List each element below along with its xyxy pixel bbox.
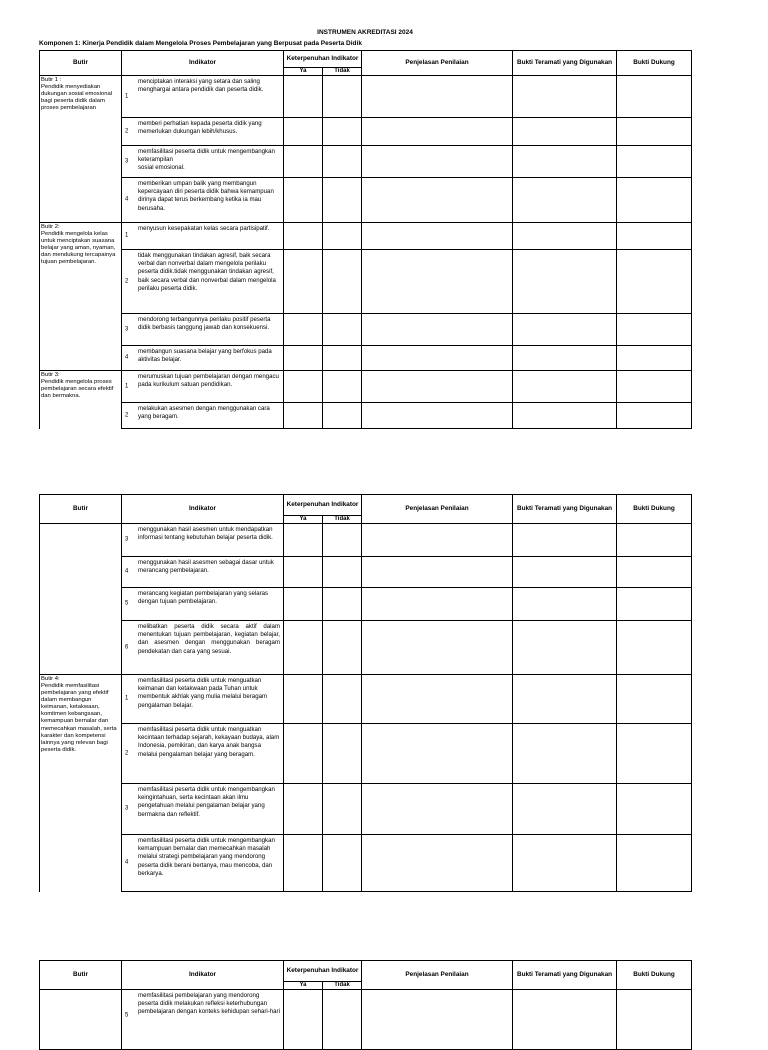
penjelasan-cell[interactable] xyxy=(362,588,513,621)
bukti-teramati-cell[interactable] xyxy=(513,588,617,621)
tidak-cell[interactable] xyxy=(323,990,362,1050)
penjelasan-cell[interactable] xyxy=(362,223,513,250)
table-row xyxy=(40,346,692,371)
indicator-cell xyxy=(122,675,284,724)
ya-cell[interactable] xyxy=(284,675,323,724)
indicator-text: memberi perhatian kepada peserta didik yang memerlukan dukungan lebih/khusus. xyxy=(138,120,262,136)
indicator-cell xyxy=(122,784,284,835)
assessment-table-page-3 xyxy=(39,960,691,1050)
indicator-text: memfasilitasi peserta didik untuk mengembangkan kemampuan bernalar dan memecahkan masalah melalui strategi pembelajaran yang mendorong peserta didik berani bertanya, mau mencoba, dan berkarya. xyxy=(138,837,275,877)
ya-cell[interactable] xyxy=(284,784,323,835)
bukti-teramati-cell[interactable] xyxy=(513,146,617,178)
table-row xyxy=(40,146,692,178)
table-row xyxy=(40,314,692,346)
header-butir: Butir xyxy=(40,51,122,76)
penjelasan-cell[interactable] xyxy=(362,146,513,178)
indicator-cell xyxy=(122,76,284,118)
indicator-text: menggunakan hasil asesmen untuk mendapatkan informasi tentang kebutuhan belajar peserta didik. xyxy=(138,526,273,542)
bukti-teramati-cell[interactable] xyxy=(513,371,617,403)
ya-cell[interactable] xyxy=(284,724,323,784)
indicator-text: tidak menggunakan tindakan agresif, baik secara verbal dan nonverbal dalam mengelola perilaku peserta didik.tidak menggunakan tindakan agresif, baik secara verbal dan nonverbal dalam mengelola perilaku peserta didik. xyxy=(138,252,276,292)
indicator-cell xyxy=(122,990,284,1050)
bukti-teramati-cell[interactable] xyxy=(513,403,617,429)
bukti-dukung-cell[interactable] xyxy=(617,178,692,223)
bukti-dukung-cell[interactable] xyxy=(617,835,692,892)
bukti-teramati-cell[interactable] xyxy=(513,621,617,675)
ya-cell[interactable] xyxy=(284,146,323,178)
table-row xyxy=(40,724,692,784)
bukti-dukung-cell[interactable] xyxy=(617,675,692,724)
document-subtitle: Komponen 1: Kinerja Pendidik dalam Mengelola Proses Pembelajaran yang Berpusat pada Peserta Didik xyxy=(39,40,362,47)
indicator-cell xyxy=(122,403,284,429)
indicator-number: 1 xyxy=(125,92,129,99)
tidak-cell[interactable] xyxy=(323,403,362,429)
table-row xyxy=(40,178,692,223)
bukti-teramati-cell[interactable] xyxy=(513,178,617,223)
bukti-teramati-cell[interactable] xyxy=(513,675,617,724)
bukti-dukung-cell[interactable] xyxy=(617,223,692,250)
penjelasan-cell[interactable] xyxy=(362,621,513,675)
header-ya: Ya xyxy=(299,982,307,988)
bukti-teramati-cell[interactable] xyxy=(513,835,617,892)
tidak-cell[interactable] xyxy=(323,724,362,784)
header-keterpenuhan xyxy=(284,51,362,76)
table-row xyxy=(40,223,692,250)
indicator-cell xyxy=(122,724,284,784)
bukti-dukung-cell[interactable] xyxy=(617,588,692,621)
tidak-cell[interactable] xyxy=(323,784,362,835)
ya-cell[interactable] xyxy=(284,76,323,118)
indicator-number: 4 xyxy=(125,354,129,361)
ya-cell[interactable] xyxy=(284,371,323,403)
indicator-cell xyxy=(122,314,284,346)
indicator-text: menyusun kesepakatan kelas secara partisipatif. xyxy=(138,225,270,232)
indicator-number: 3 xyxy=(125,157,129,164)
butir-continued-cell xyxy=(40,524,122,675)
bukti-teramati-cell[interactable] xyxy=(513,557,617,588)
bukti-teramati-cell[interactable] xyxy=(513,524,617,557)
indicator-number: 4 xyxy=(125,859,129,866)
indicator-cell xyxy=(122,557,284,588)
header-penjelasan: Penjelasan Penilaian xyxy=(362,51,513,76)
tidak-cell[interactable] xyxy=(323,557,362,588)
header-ya: Ya xyxy=(299,68,307,74)
indicator-text: merumuskan tujuan pembelajaran dengan mengacu pada kurikulum satuan pendidikan. xyxy=(138,373,279,389)
table-row xyxy=(40,524,692,557)
indicator-number: 1 xyxy=(125,382,129,389)
table-row xyxy=(40,557,692,588)
header-ya: Ya xyxy=(299,516,307,522)
indicator-text: memfasilitasi peserta didik untuk mengembangkan keterampilan sosial emosional. xyxy=(138,148,275,172)
indicator-text: memfasilitasi peserta didik untuk mengembangkan keingintahuan, serta kecintaan akan ilmu pengetahuan melalui pengalaman belajar yang bermakna dan reflektif. xyxy=(138,786,275,818)
tidak-cell[interactable] xyxy=(323,314,362,346)
ya-cell[interactable] xyxy=(284,557,323,588)
butir-2-cell: Butir 2: Pendidik mengelola kelas untuk menciptakan suasana belajar yang aman, nyaman, dan mendukung tercapainya tujuan pembelajaran. xyxy=(40,223,122,371)
bukti-teramati-cell[interactable] xyxy=(513,76,617,118)
header-tidak: Tidak xyxy=(322,516,361,523)
bukti-dukung-cell[interactable] xyxy=(617,784,692,835)
header-butir: Butir xyxy=(40,961,122,990)
table-row xyxy=(40,675,692,724)
indicator-cell xyxy=(122,223,284,250)
ya-cell[interactable] xyxy=(284,835,323,892)
penjelasan-cell[interactable] xyxy=(362,675,513,724)
header-bukti-dukung: Bukti Dukung xyxy=(617,495,692,524)
tidak-cell[interactable] xyxy=(323,835,362,892)
ya-cell[interactable] xyxy=(284,990,323,1050)
tidak-cell[interactable] xyxy=(323,346,362,371)
indicator-text: memfasilitasi peserta didik untuk menguatkan kecintaan terhadap sejarah, kekayaan budaya, alam Indonesia, pemikiran, dan karya anak bangsa melalui pengalaman belajar yang beragam. xyxy=(138,726,280,758)
ya-cell[interactable] xyxy=(284,346,323,371)
bukti-dukung-cell[interactable] xyxy=(617,76,692,118)
penjelasan-cell[interactable] xyxy=(362,524,513,557)
indicator-cell xyxy=(122,621,284,675)
penjelasan-cell[interactable] xyxy=(362,314,513,346)
header-penjelasan: Penjelasan Penilaian xyxy=(362,961,513,990)
assessment-table-page-2 xyxy=(39,494,691,892)
penjelasan-cell[interactable] xyxy=(362,724,513,784)
indicator-cell xyxy=(122,146,284,178)
indicator-number: 2 xyxy=(125,749,129,756)
bukti-dukung-cell[interactable] xyxy=(617,346,692,371)
bukti-dukung-cell[interactable] xyxy=(617,724,692,784)
ya-cell[interactable] xyxy=(284,178,323,223)
tidak-cell[interactable] xyxy=(323,76,362,118)
tidak-cell[interactable] xyxy=(323,223,362,250)
penjelasan-cell[interactable] xyxy=(362,76,513,118)
table-row xyxy=(40,118,692,146)
indicator-number: 5 xyxy=(125,1012,129,1019)
indicator-number: 3 xyxy=(125,536,129,543)
bukti-dukung-cell[interactable] xyxy=(617,146,692,178)
penjelasan-cell[interactable] xyxy=(362,403,513,429)
indicator-number: 2 xyxy=(125,411,129,418)
bukti-dukung-cell[interactable] xyxy=(617,524,692,557)
table-header-row xyxy=(40,51,692,76)
indicator-text: menggunakan hasil asesmen sebagai dasar untuk merancang pembelajaran. xyxy=(138,559,274,575)
header-tidak: Tidak xyxy=(322,68,361,75)
header-bukti-dukung: Bukti Dukung xyxy=(617,961,692,990)
bukti-teramati-cell[interactable] xyxy=(513,118,617,146)
indicator-number: 1 xyxy=(125,232,129,239)
tidak-cell[interactable] xyxy=(323,371,362,403)
header-butir: Butir xyxy=(40,495,122,524)
table-row xyxy=(40,588,692,621)
ya-cell[interactable] xyxy=(284,588,323,621)
tidak-cell[interactable] xyxy=(323,524,362,557)
ya-cell[interactable] xyxy=(284,403,323,429)
table-header-row xyxy=(40,495,692,524)
indicator-text: mendorong terbangunnya perilaku positif peserta didik berbasis tanggung jawab dan konsekuensi. xyxy=(138,316,271,332)
bukti-dukung-cell[interactable] xyxy=(617,621,692,675)
bukti-dukung-cell[interactable] xyxy=(617,557,692,588)
tidak-cell[interactable] xyxy=(323,588,362,621)
bukti-dukung-cell[interactable] xyxy=(617,250,692,314)
bukti-teramati-cell[interactable] xyxy=(513,346,617,371)
indicator-text: melibatkan peserta didik secara aktif dalam menentukan tujuan pembelajaran, kegiatan belajar, dan asesmen dengan menggunakan beragam pendekatan dan cara yang sesuai. xyxy=(138,623,280,655)
indicator-cell xyxy=(122,371,284,403)
penjelasan-cell[interactable] xyxy=(362,990,513,1050)
header-keterpenuhan-label: Keterpenuhan Indikator xyxy=(286,967,359,974)
indicator-number: 4 xyxy=(125,568,129,575)
bukti-teramati-cell[interactable] xyxy=(513,250,617,314)
tidak-cell[interactable] xyxy=(323,675,362,724)
header-bukti-dukung: Bukti Dukung xyxy=(617,51,692,76)
table-row xyxy=(40,835,692,892)
ya-cell[interactable] xyxy=(284,524,323,557)
header-keterpenuhan-label: Keterpenuhan Indikator xyxy=(286,501,359,508)
tidak-cell[interactable] xyxy=(323,250,362,314)
indicator-text: memfasilitasi pembelajaran yang mendorong peserta didik melakukan refleksi keterhubungan pembelajaran dengan konteks kehidupan sehari-hari xyxy=(138,992,280,1016)
indicator-number: 4 xyxy=(125,196,129,203)
bukti-dukung-cell[interactable] xyxy=(617,314,692,346)
header-indikator: Indikator xyxy=(122,51,284,76)
assessment-table-page-1 xyxy=(39,50,691,429)
table-row xyxy=(40,621,692,675)
indicator-text: menciptakan interaksi yang setara dan saling menghargai antara pendidik dan peserta didik. xyxy=(138,78,264,94)
indicator-number: 2 xyxy=(125,127,129,134)
ya-cell[interactable] xyxy=(284,250,323,314)
bukti-dukung-cell[interactable] xyxy=(617,403,692,429)
indicator-number: 1 xyxy=(125,695,129,702)
header-penjelasan: Penjelasan Penilaian xyxy=(362,495,513,524)
ya-cell[interactable] xyxy=(284,118,323,146)
table-row xyxy=(40,403,692,429)
header-tidak: Tidak xyxy=(322,982,361,989)
indicator-cell xyxy=(122,524,284,557)
butir-1-cell: Butir 1 : Pendidik menyediakan dukungan sosial emosional bagi peserta didik dalam proses pembelajaran xyxy=(40,76,122,223)
indicator-number: 6 xyxy=(125,643,129,650)
penjelasan-cell[interactable] xyxy=(362,371,513,403)
header-bukti-teramati: Bukti Teramati yang Digunakan xyxy=(513,961,617,990)
indicator-text: membangun suasana belajar yang berfokus pada aktivitas belajar. xyxy=(138,348,272,364)
indicator-cell xyxy=(122,588,284,621)
bukti-dukung-cell[interactable] xyxy=(617,990,692,1050)
indicator-cell xyxy=(122,346,284,371)
indicator-number: 3 xyxy=(125,325,129,332)
penjelasan-cell[interactable] xyxy=(362,835,513,892)
ya-cell[interactable] xyxy=(284,621,323,675)
butir-4-cell: Butir 4: Pendidik memfasilitasi pembelajaran yang efektif dalam membangun keimanan, ketakwaan, komitmen kebangsaan, kemampuan bernalar dan memecahkan masalah, serta karakter dan kompetensi lainnya yang relevan bagi peserta didik. xyxy=(40,675,122,892)
header-indikator: Indikator xyxy=(122,961,284,990)
header-keterpenuhan xyxy=(284,961,362,990)
penjelasan-cell[interactable] xyxy=(362,784,513,835)
tidak-cell[interactable] xyxy=(323,118,362,146)
ya-cell[interactable] xyxy=(284,314,323,346)
indicator-cell xyxy=(122,178,284,223)
indicator-cell xyxy=(122,835,284,892)
tidak-cell[interactable] xyxy=(323,621,362,675)
indicator-cell xyxy=(122,118,284,146)
table-row xyxy=(40,371,692,403)
tidak-cell[interactable] xyxy=(323,146,362,178)
header-keterpenuhan xyxy=(284,495,362,524)
butir-continued-cell xyxy=(40,990,122,1050)
header-bukti-teramati: Bukti Teramati yang Digunakan xyxy=(513,51,617,76)
penjelasan-cell[interactable] xyxy=(362,250,513,314)
indicator-number: 5 xyxy=(125,600,129,607)
penjelasan-cell[interactable] xyxy=(362,118,513,146)
table-row xyxy=(40,990,692,1050)
bukti-teramati-cell[interactable] xyxy=(513,724,617,784)
table-row xyxy=(40,76,692,118)
document-title: INSTRUMEN AKREDITASI 2024 xyxy=(317,29,413,36)
bukti-teramati-cell[interactable] xyxy=(513,990,617,1050)
bukti-dukung-cell[interactable] xyxy=(617,371,692,403)
indicator-number: 2 xyxy=(125,277,129,284)
penjelasan-cell[interactable] xyxy=(362,557,513,588)
indicator-number: 3 xyxy=(125,805,129,812)
indicator-text: memfasilitasi peserta didik untuk menguatkan keimanan dan ketakwaan pada Tuhan untuk membentuk akhlak yang mulia melalui beragam pengalaman belajar. xyxy=(138,677,268,709)
indicator-cell xyxy=(122,250,284,314)
header-bukti-teramati: Bukti Teramati yang Digunakan xyxy=(513,495,617,524)
header-indikator: Indikator xyxy=(122,495,284,524)
table-header-row xyxy=(40,961,692,990)
indicator-text: merancang kegiatan pembelajaran yang selaras dengan tujuan pembelajaran. xyxy=(138,590,269,606)
table-row xyxy=(40,250,692,314)
bukti-dukung-cell[interactable] xyxy=(617,118,692,146)
tidak-cell[interactable] xyxy=(323,178,362,223)
indicator-text: melakukan asesmen dengan menggunakan cara yang beragam. xyxy=(138,405,270,421)
bukti-teramati-cell[interactable] xyxy=(513,784,617,835)
penjelasan-cell[interactable] xyxy=(362,346,513,371)
bukti-teramati-cell[interactable] xyxy=(513,314,617,346)
indicator-text: memberikan umpan balik yang membangun kepercayaan diri peserta didik bahwa kemampuan dirinya dapat terus berkembang ketika ia mau berusaha. xyxy=(138,180,274,212)
ya-cell[interactable] xyxy=(284,223,323,250)
butir-3-cell: Butir 3: Pendidik mengelola proses pembelajaran secara efektif dan bermakna. xyxy=(40,371,122,429)
bukti-teramati-cell[interactable] xyxy=(513,223,617,250)
header-keterpenuhan-label: Keterpenuhan Indikator xyxy=(286,55,359,62)
table-row xyxy=(40,784,692,835)
penjelasan-cell[interactable] xyxy=(362,178,513,223)
